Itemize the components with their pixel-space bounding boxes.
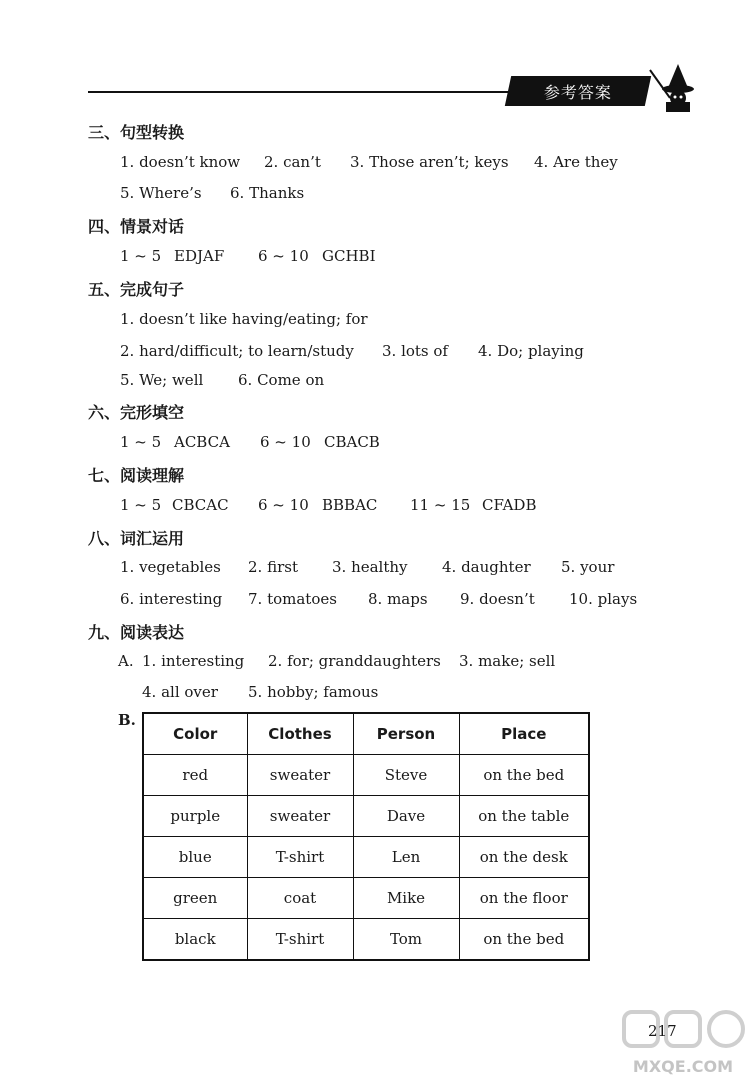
table-cell: Dave [353, 796, 459, 837]
table-cell: sweater [247, 755, 353, 796]
column-header-place: Place [459, 713, 589, 755]
answer-range: 6 ~ 10 [258, 247, 309, 265]
header-tab [505, 76, 651, 106]
answer-item: 7. tomatoes [248, 590, 337, 608]
answer-item: 3. Those aren’t; keys [350, 153, 509, 171]
table-cell: Mike [353, 878, 459, 919]
section-6-title: 六、完形填空 [88, 403, 185, 422]
answer-item: 6. Thanks [230, 184, 305, 202]
column-header-person: Person [353, 713, 459, 755]
answer-item: EDJAF [174, 247, 225, 265]
answer-item: 2. hard/difficult; to learn/study [120, 342, 354, 360]
column-header-clothes: Clothes [247, 713, 353, 755]
table-cell: red [143, 755, 247, 796]
table-row [143, 878, 589, 919]
answer-range: 1 ~ 5 [120, 433, 162, 451]
answer-item: 2. first [248, 558, 298, 576]
section-7-title: 七、阅读理解 [88, 466, 185, 485]
table-cell: on the bed [459, 919, 589, 961]
answer-item: 5. your [561, 558, 615, 576]
answer-item: 6. Come on [238, 371, 325, 389]
part-b-label: B. [118, 711, 136, 729]
table-row [143, 837, 589, 878]
answer-item: 1. vegetables [120, 558, 221, 576]
section-3-title: 三、句型转换 [88, 123, 185, 142]
answer-item: 1. doesn’t know [120, 153, 241, 171]
answer-range: 11 ~ 15 [410, 496, 471, 514]
table-cell: on the floor [459, 878, 589, 919]
table-cell: T-shirt [247, 837, 353, 878]
answer-item: 4. all over [142, 683, 218, 701]
answer-item: 3. healthy [332, 558, 408, 576]
table-cell: on the desk [459, 837, 589, 878]
table-row [143, 755, 589, 796]
table-cell: on the bed [459, 755, 589, 796]
answer-item: 9. doesn’t [460, 590, 535, 608]
answer-range: 6 ~ 10 [260, 433, 311, 451]
answer-item: CBCAC [172, 496, 229, 514]
answer-item: 5. We; well [120, 371, 204, 389]
table-cell: black [143, 919, 247, 961]
table-cell: Len [353, 837, 459, 878]
watermark-text: MXQE.COM [632, 1057, 734, 1076]
table-cell: green [143, 878, 247, 919]
table-cell: Tom [353, 919, 459, 961]
watermark-logo-icon [618, 1008, 748, 1080]
answer-item: 4. Do; playing [478, 342, 584, 360]
table-cell: T-shirt [247, 919, 353, 961]
answer-item: 1. interesting [142, 652, 245, 670]
answer-item: BBBAC [322, 496, 378, 514]
part-a-label: A. [118, 652, 134, 670]
table-cell: blue [143, 837, 247, 878]
answer-range: 1 ~ 5 [120, 247, 162, 265]
answer-item: CBACB [324, 433, 380, 451]
answer-item: 2. for; granddaughters [268, 652, 441, 670]
answer-item: 1. doesn’t like having/eating; for [120, 310, 368, 328]
answer-item: 5. Where’s [120, 184, 202, 202]
table-row [143, 796, 589, 837]
wizard-logo-icon [648, 62, 702, 114]
answer-item: CFADB [482, 496, 537, 514]
answer-item: ACBCA [174, 433, 230, 451]
section-5-title: 五、完成句子 [88, 280, 185, 299]
table-cell: purple [143, 796, 247, 837]
table-cell: sweater [247, 796, 353, 837]
answer-item: 4. Are they [534, 153, 618, 171]
header-rule [88, 91, 513, 93]
answer-item: 2. can’t [264, 153, 321, 171]
column-header-color: Color [143, 713, 247, 755]
table-cell: coat [247, 878, 353, 919]
clothes-table [142, 712, 590, 961]
section-8-title: 八、词汇运用 [88, 529, 185, 548]
answer-item: 4. daughter [442, 558, 531, 576]
answer-item: GCHBI [322, 247, 376, 265]
section-4-title: 四、情景对话 [88, 217, 185, 236]
table-cell: Steve [353, 755, 459, 796]
header-tab-label: 参考答案 [543, 82, 612, 102]
answer-item: 6. interesting [120, 590, 223, 608]
answer-range: 1 ~ 5 [120, 496, 162, 514]
answer-item: 8. maps [368, 590, 428, 608]
answer-item: 3. lots of [382, 342, 448, 360]
answer-item: 10. plays [569, 590, 638, 608]
answer-item: 5. hobby; famous [248, 683, 379, 701]
section-9-title: 九、阅读表达 [88, 623, 185, 642]
table-header-row [143, 713, 589, 755]
table-cell: on the table [459, 796, 589, 837]
page-number: 217 [648, 1022, 677, 1040]
answer-range: 6 ~ 10 [258, 496, 309, 514]
table-row [143, 919, 589, 961]
answer-item: 3. make; sell [459, 652, 556, 670]
